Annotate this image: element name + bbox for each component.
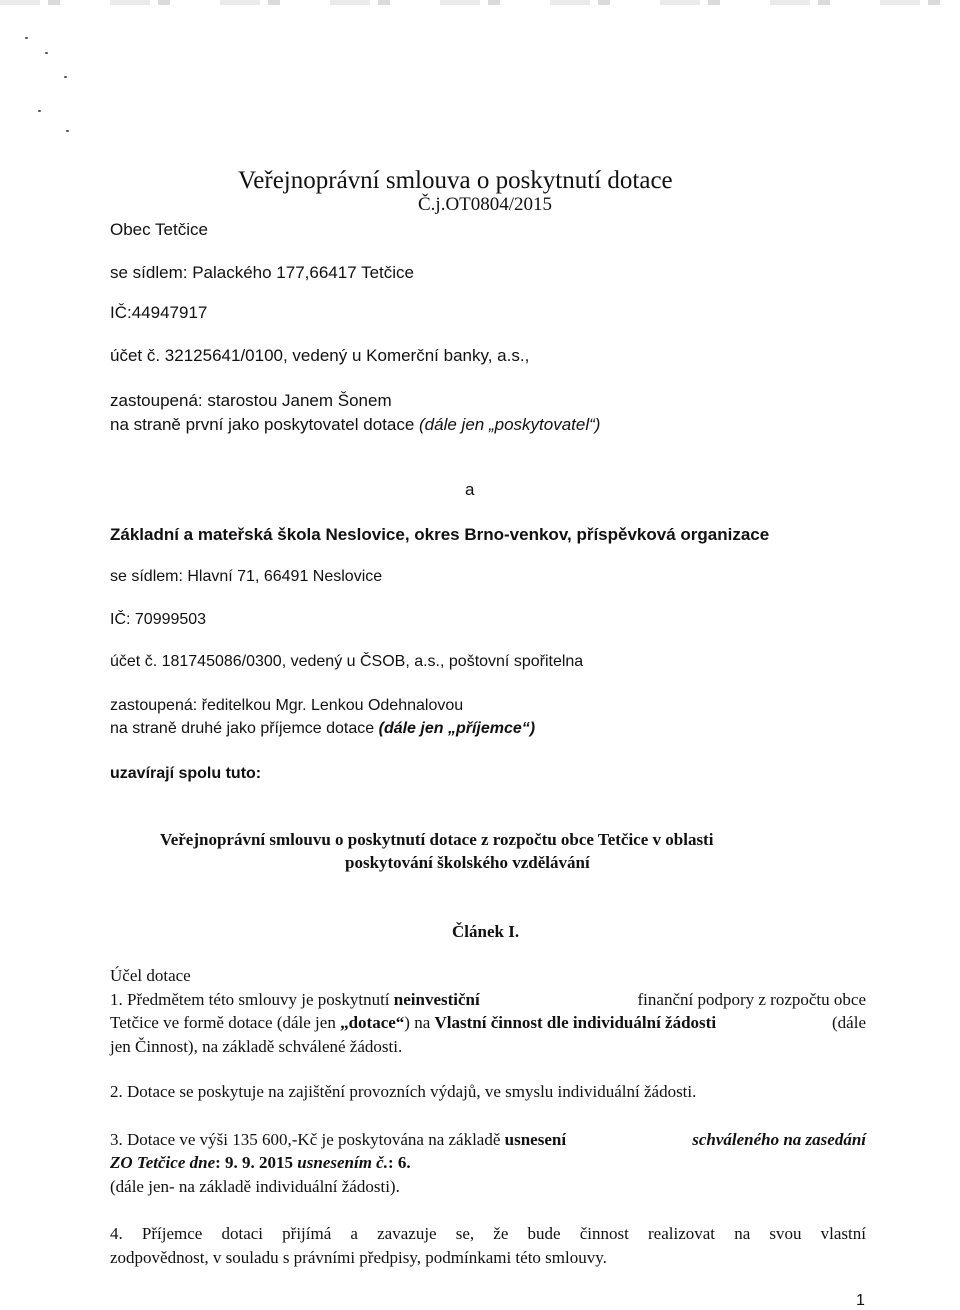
scan-speck	[38, 110, 41, 112]
paragraph-1-line3: jen Činnost), na základě schválené žádosti.	[110, 1037, 403, 1056]
paragraph-2: 2. Dotace se poskytuje na zajištění provozních výdajů, ve smyslu individuální žádosti.	[110, 1082, 697, 1101]
p1-emphasis: Vlastní činnost dle individuální žádosti	[434, 1013, 717, 1032]
recipient-role-text: na straně druhé jako příjemce dotace	[110, 720, 379, 737]
recipient-role-alias: (dále jen „příjemce“)	[378, 720, 536, 737]
scan-top-edge	[0, 0, 960, 5]
document-title: Veřejnoprávní smlouva o poskytnutí dotace	[238, 167, 673, 194]
p1-emphasis: neinvestiční	[393, 990, 480, 1009]
scan-speck	[45, 52, 48, 54]
p1-text: 1. Předmětem této smlouvy je poskytnutí	[110, 990, 394, 1009]
paragraph-4-line2: zodpovědnost, v souladu s právními předpisy, podmínkami této smlouvy.	[110, 1248, 607, 1267]
scan-speck	[66, 130, 69, 132]
scan-speck	[25, 37, 28, 39]
paragraph-4-line1: 4. Příjemce dotaci přijímá a zavazuje se, že bude činnost realizovat na svou vlastní	[110, 1224, 866, 1243]
recipient-represented: zastoupená: ředitelkou Mgr. Lenkou Odehnalovou	[110, 697, 464, 714]
article-heading: Článek I.	[452, 922, 520, 941]
p1-text: finanční podpory z rozpočtu obce	[633, 990, 866, 1009]
p3-emphasis: usnesení	[504, 1130, 567, 1149]
p1-text: (dále	[827, 1013, 866, 1032]
provider-seat: se sídlem: Palackého 177,66417 Tetčice	[110, 263, 414, 282]
document-number: Č.j.OT0804/2015	[418, 194, 553, 215]
contract-heading-line2: poskytování školského vzdělávání	[345, 853, 590, 872]
p1-emphasis: „dotace“	[340, 1013, 405, 1032]
provider-role-alias: (dále jen „poskytovatel“)	[419, 415, 601, 434]
conjunction: a	[465, 480, 475, 499]
paragraph-3-line3: (dále jen- na základě individuální žádosti).	[110, 1177, 400, 1196]
provider-name: Obec Tetčice	[110, 220, 208, 239]
paragraph-3-line1	[110, 1130, 866, 1150]
contract-heading-line1: Veřejnoprávní smlouvu o poskytnutí dotace z rozpočtu obce Tetčice v oblasti	[160, 830, 714, 849]
p1-text: ) na	[404, 1013, 435, 1032]
provider-ic: IČ:44947917	[110, 303, 208, 322]
recipient-ic: IČ: 70999503	[110, 611, 207, 628]
p3-emphasis: ZO Tetčice dne	[110, 1153, 216, 1172]
conclude-statement: uzavírají spolu tuto:	[110, 765, 262, 782]
provider-account: účet č. 32125641/0100, vedený u Komerční banky, a.s.,	[110, 346, 530, 365]
p3-emphasis: schváleného na zasedání	[687, 1130, 866, 1149]
p3-emphasis: usnesením č.	[297, 1153, 388, 1172]
p3-text: 3. Dotace ve výši 135 600,-Kč je poskytována na základě	[110, 1130, 505, 1149]
article-subheading: Účel dotace	[110, 966, 191, 985]
provider-role-text: na straně první jako poskytovatel dotace	[110, 415, 420, 434]
paragraph-3-line2	[110, 1153, 411, 1173]
p3-emphasis: : 6.	[387, 1153, 411, 1172]
page-number: 1	[856, 1292, 865, 1309]
recipient-account: účet č. 181745086/0300, vedený u ČSOB, a.s., poštovní spořitelna	[110, 653, 584, 670]
paragraph-1-line1	[110, 990, 866, 1010]
p3-emphasis: : 9. 9. 2015	[215, 1153, 298, 1172]
paragraph-1-line2	[110, 1013, 866, 1033]
provider-role	[110, 415, 600, 435]
p1-text: Tetčice ve formě dotace (dále jen	[110, 1013, 341, 1032]
recipient-seat: se sídlem: Hlavní 71, 66491 Neslovice	[110, 568, 383, 585]
scan-speck	[64, 76, 67, 78]
recipient-name: Základní a mateřská škola Neslovice, okres Brno-venkov, příspěvková organizace	[110, 525, 770, 544]
provider-represented: zastoupená: starostou Janem Šonem	[110, 391, 392, 410]
recipient-role	[110, 719, 535, 738]
